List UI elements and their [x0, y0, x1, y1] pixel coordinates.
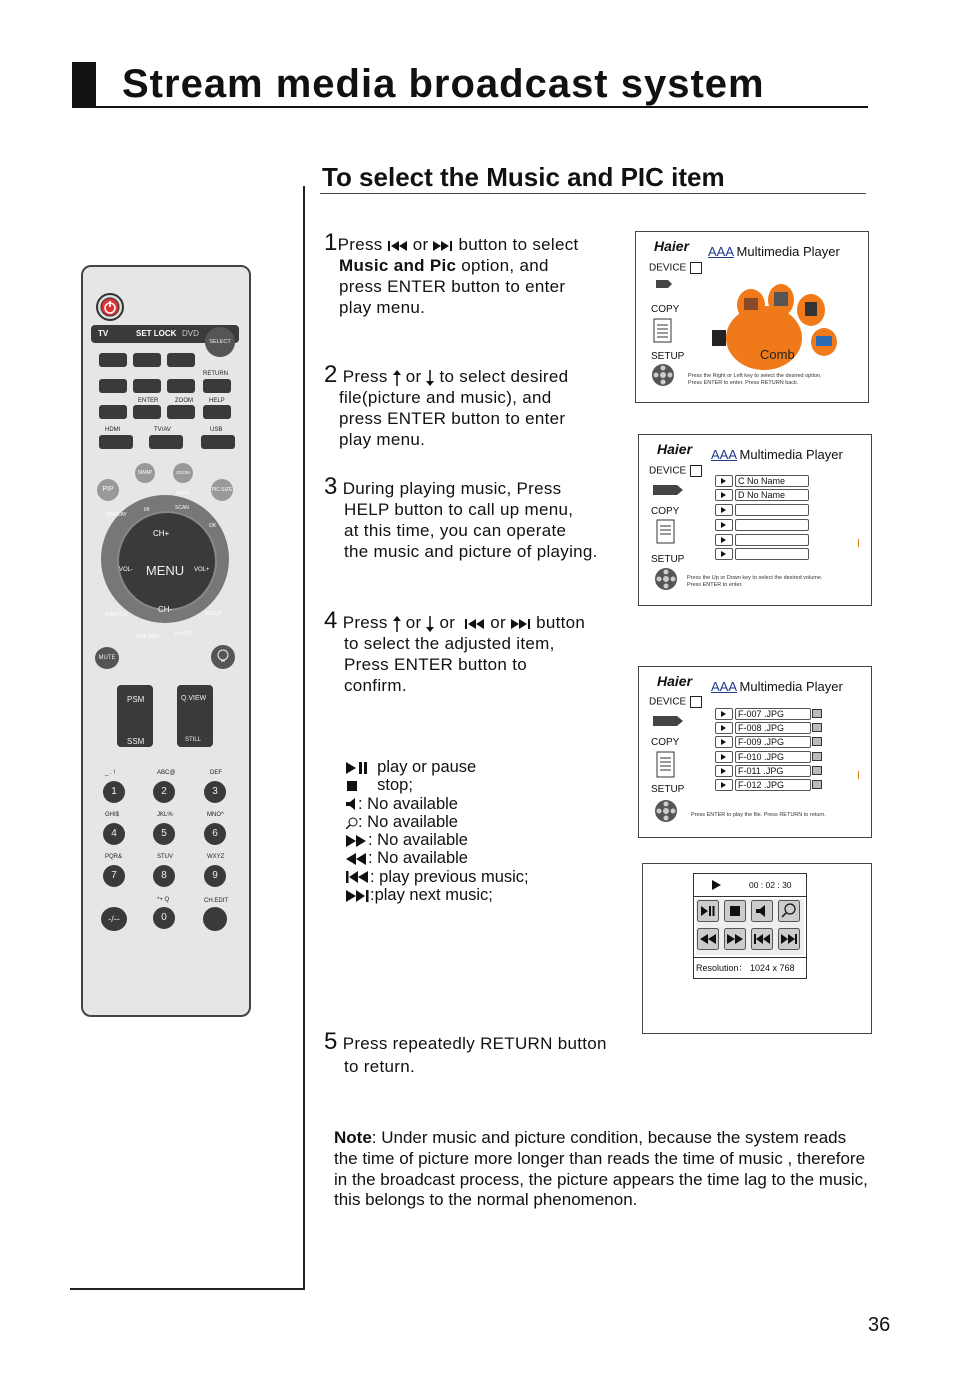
play-icon — [715, 489, 733, 501]
key-letters: ABC@ — [157, 770, 176, 776]
swap-button[interactable]: SWAP — [135, 463, 155, 483]
setup-label: SETUP — [651, 351, 685, 362]
zoom-button[interactable] — [778, 900, 800, 922]
digit-key[interactable]: 5 — [153, 823, 175, 845]
hint-text: Press ENTER to enter. — [687, 582, 743, 588]
remote-button[interactable] — [167, 353, 195, 367]
player-title: Multimedia Player — [739, 447, 843, 462]
image-icon — [812, 752, 822, 761]
time-skip-label: TIME SKIP — [135, 634, 160, 640]
copy-label: COPY — [651, 506, 680, 517]
play-icon — [715, 534, 733, 546]
brand-logo — [657, 441, 692, 457]
shuttle-label: SHUTTLE — [105, 612, 128, 618]
vol-up-label[interactable]: VOL+ — [194, 567, 210, 573]
header-bar — [72, 62, 96, 108]
next-track-icon — [346, 890, 370, 902]
prev-track-icon — [346, 871, 370, 883]
ch-edit-label: CH.EDIT — [204, 898, 228, 904]
fast-forward-button[interactable] — [724, 928, 746, 950]
step-text: During playing music, Press — [342, 479, 562, 498]
zoom-button[interactable] — [167, 405, 195, 419]
document-icon — [656, 751, 676, 779]
digit-key[interactable]: 2 — [153, 781, 175, 803]
document-icon — [653, 318, 673, 344]
file-name: F-008 .JPG — [735, 722, 811, 734]
legend-item — [346, 868, 626, 886]
checkbox-icon — [690, 262, 702, 274]
elapsed-time: 00 : 02 : 30 — [749, 880, 792, 890]
key-letters: STUV — [157, 854, 174, 860]
prev-track-icon — [465, 618, 485, 630]
legend-text: : No available — [368, 849, 468, 868]
checkbox-icon — [690, 465, 702, 477]
play-icon — [715, 475, 733, 487]
step-bold-text: Music and Pic — [339, 256, 457, 275]
page-number: 36 — [868, 1314, 891, 1336]
scroll-mark — [858, 771, 859, 779]
display-label: DISPLAY — [106, 512, 127, 518]
digit-key[interactable]: 3 — [204, 781, 226, 803]
next-track-icon — [433, 240, 453, 252]
hint-text: Press ENTER to enter. Press RETURN back. — [688, 380, 799, 386]
play-icon — [712, 880, 722, 890]
screen-header — [711, 447, 843, 462]
zoom-label: ZOOM — [175, 398, 193, 404]
legend-item — [346, 831, 626, 849]
remote-button[interactable] — [133, 353, 161, 367]
step-text: press ENTER button to enter — [339, 409, 566, 428]
zoom-mode-button[interactable]: ZOOM MODE — [173, 463, 193, 483]
checkbox-icon — [690, 696, 702, 708]
image-icon — [812, 709, 822, 718]
hint-text: Press ENTER to play the file. Press RETURN to return. — [691, 812, 826, 818]
stop-button[interactable] — [724, 900, 746, 922]
ssm-label: SSM — [127, 737, 145, 746]
usb-button[interactable] — [201, 435, 235, 449]
legend-text: : No available — [358, 794, 458, 813]
pic-size-button[interactable]: PIC.SIZE — [211, 479, 233, 501]
zoom-icon — [346, 817, 358, 829]
document-icon — [656, 519, 676, 545]
item-label: C No Name — [735, 475, 809, 487]
legend-text: :play next music; — [370, 886, 493, 905]
tvav-label: TV/AV — [154, 427, 171, 433]
help-label: HELP — [209, 398, 225, 404]
digit-key[interactable]: 7 — [103, 865, 125, 887]
play-icon — [715, 722, 733, 734]
step-text: press ENTER button to enter — [339, 277, 566, 296]
digit-key[interactable]: 9 — [204, 865, 226, 887]
section-title: To select the Music and PIC item — [322, 162, 725, 192]
key-letters: MNO^ — [207, 812, 224, 818]
step-text: Press — [342, 367, 388, 386]
header-rule — [72, 106, 868, 108]
prev-track-icon — [388, 240, 408, 252]
brand-text: Haier — [657, 441, 693, 457]
rewind-icon — [346, 853, 368, 865]
next-track-button[interactable] — [778, 928, 800, 950]
note-text: : Under music and picture condition, because the system reads the time of picture more longer than reads the time of music , therefore in the broadcast process, the picture appears the time lag to the music, this belongs to the normal phenomenon. — [334, 1128, 868, 1210]
section-rule — [320, 193, 866, 194]
film-reel-icon — [654, 799, 678, 823]
ch-down-label[interactable]: CH- — [158, 605, 173, 614]
scroll-mark — [858, 539, 859, 547]
step-text: play menu. — [339, 298, 426, 317]
aaa-text: AAA — [711, 679, 738, 694]
usb-icon — [651, 710, 685, 732]
power-button[interactable] — [96, 293, 124, 321]
file-name: F-007 .JPG — [735, 708, 811, 720]
item-label — [735, 534, 809, 546]
control-panel — [693, 873, 807, 979]
key-letters: _ . ! — [105, 770, 116, 776]
select-button[interactable]: SELECT — [205, 327, 235, 357]
ok-label: OK — [209, 523, 217, 529]
step-text: Press — [337, 235, 383, 254]
play-icon — [715, 751, 733, 763]
psm-label: PSM — [127, 695, 145, 704]
dvd-mode-label[interactable]: DVD — [182, 329, 199, 338]
divider — [694, 957, 806, 958]
setlock-label[interactable]: SET LOCK — [136, 329, 177, 338]
note — [334, 1128, 874, 1211]
speaker-button[interactable] — [751, 900, 773, 922]
screen-device-list — [638, 434, 872, 606]
device-label — [649, 262, 702, 274]
device-text: DEVICE — [649, 262, 687, 274]
play-icon — [715, 779, 733, 791]
enter-button[interactable] — [133, 405, 161, 419]
screen-main-menu — [635, 231, 869, 403]
file-name: F-012 .JPG — [735, 779, 811, 791]
legend-text: play or pause — [377, 758, 477, 776]
speaker-icon — [346, 798, 358, 810]
step-number: 3 — [324, 473, 338, 500]
screen-playback-panel — [642, 863, 872, 1034]
brand-logo — [657, 673, 692, 689]
step-text: the music and picture of playing. — [344, 542, 598, 561]
step-text: Press — [342, 613, 388, 632]
play-icon — [715, 519, 733, 531]
tvav-button[interactable] — [149, 435, 183, 449]
step-2 — [324, 361, 644, 450]
legend-text: : play previous music; — [370, 867, 529, 886]
light-button[interactable] — [211, 645, 235, 669]
digit-key[interactable]: 8 — [153, 865, 175, 887]
step-text: to select the adjusted item, — [344, 634, 555, 653]
brand-text: Haier — [654, 238, 690, 254]
hdmi-button[interactable] — [99, 435, 133, 449]
copy-label: COPY — [651, 304, 680, 315]
play-pause-button[interactable] — [697, 900, 719, 922]
aaa-text: AAA — [711, 447, 738, 462]
down-arrow-icon — [426, 616, 434, 632]
step-number: 5 — [324, 1028, 338, 1055]
remote-button[interactable] — [99, 353, 127, 367]
legend-item — [346, 886, 626, 904]
step-text: confirm. — [344, 676, 407, 695]
menu-button[interactable]: MENU — [141, 553, 189, 589]
next-track-icon — [511, 618, 531, 630]
legend-item — [346, 758, 626, 776]
step-number: 1 — [324, 229, 338, 256]
still-label: STILL — [185, 737, 202, 743]
step-text: option, and — [461, 256, 549, 275]
audio-label: I/II — [144, 507, 150, 513]
key-letters: PQR& — [105, 854, 123, 860]
rewind-button[interactable] — [697, 928, 719, 950]
item-label: D No Name — [735, 489, 809, 501]
digit-key[interactable]: 0 — [153, 907, 175, 929]
key-letters: JKL% — [157, 812, 173, 818]
brand-logo — [654, 238, 689, 254]
item-label — [735, 548, 809, 560]
digit-key[interactable]: 4 — [103, 823, 125, 845]
play-icon — [715, 708, 733, 720]
legend-item — [346, 795, 626, 813]
prev-track-button[interactable] — [751, 928, 773, 950]
or-text: or — [405, 613, 422, 632]
copy-label: COPY — [651, 737, 680, 748]
bulb-icon — [211, 645, 235, 669]
hint-text: Press the Right or Left key to select the desired option. — [688, 373, 822, 379]
return-label: RETURN — [203, 371, 228, 377]
key-letters: WXYZ — [207, 854, 225, 860]
step-text: play menu. — [339, 430, 426, 449]
step-1 — [324, 229, 644, 318]
remote-button[interactable] — [133, 379, 161, 393]
power-icon — [98, 295, 122, 319]
setup-label: SETUP — [651, 554, 685, 565]
enter-label: ENTER — [138, 398, 159, 404]
device-text: DEVICE — [649, 465, 687, 477]
film-reel-icon — [654, 567, 678, 591]
step-text: to return. — [344, 1057, 416, 1076]
image-icon — [812, 723, 822, 732]
brand-text: Haier — [657, 673, 693, 689]
step-4 — [324, 607, 644, 696]
file-name: F-009 .JPG — [735, 736, 811, 748]
setup-label: SETUP — [651, 784, 685, 795]
dash-key[interactable]: -/-- — [101, 907, 127, 931]
device-label — [649, 696, 702, 708]
comb-label: Comb — [760, 347, 795, 362]
sleep-label: SLEEP — [205, 611, 222, 617]
key-letters: *+ Q — [157, 897, 170, 903]
qview-label: Q.VIEW — [181, 695, 207, 702]
step-3 — [324, 473, 644, 562]
file-name: F-011 .JPG — [735, 765, 811, 777]
icon-legend — [346, 758, 626, 904]
tv-mode-label[interactable]: TV — [98, 329, 109, 338]
device-text: DEVICE — [649, 696, 687, 708]
hdmi-label: HDMI — [105, 427, 121, 433]
step-number: 2 — [324, 361, 338, 388]
up-arrow-icon — [393, 616, 401, 632]
usb-icon — [654, 276, 674, 292]
item-label — [735, 504, 809, 516]
image-icon — [812, 737, 822, 746]
item-label — [735, 519, 809, 531]
player-title: Multimedia Player — [736, 244, 840, 259]
down-arrow-icon — [426, 370, 434, 386]
play-icon — [715, 736, 733, 748]
file-name: F-010 .JPG — [735, 751, 811, 763]
pip-button[interactable]: PIP — [97, 479, 119, 501]
resolution-text: Resolution： 1024 x 768 — [696, 963, 795, 973]
hlock-label: H.LOCK — [175, 631, 194, 637]
image-icon — [812, 766, 822, 775]
step-text: button — [536, 613, 586, 632]
device-label — [649, 465, 702, 477]
fast-forward-icon — [346, 835, 368, 847]
hint-text: Press the Up or Down key to select the desired volume. — [687, 575, 823, 581]
legend-item — [346, 776, 626, 794]
scan-label: SCAN — [175, 505, 189, 511]
vertical-divider — [303, 186, 305, 1290]
mute-button[interactable]: MUTE — [95, 647, 119, 669]
step-text: file(picture and music), and — [339, 388, 552, 407]
divider — [694, 896, 806, 897]
bottom-divider — [70, 1288, 305, 1290]
play-pause-icon — [346, 762, 368, 774]
aaa-text: AAA — [708, 244, 735, 259]
ch-up-label[interactable]: CH+ — [153, 529, 170, 538]
screen-header — [708, 244, 840, 259]
step-text: at this time, you can operate — [344, 521, 567, 540]
legend-text: stop; — [377, 776, 413, 795]
remote-button[interactable] — [167, 379, 195, 393]
step-5 — [324, 1030, 664, 1078]
or-text: or — [439, 613, 456, 632]
play-icon — [715, 765, 733, 777]
vol-down-label[interactable]: VOL- — [119, 567, 134, 573]
player-title: Multimedia Player — [739, 679, 843, 694]
step-text: button to select — [458, 235, 579, 254]
or-text: or — [405, 367, 422, 386]
legend-item — [346, 849, 626, 867]
play-icon — [715, 548, 733, 560]
film-reel-icon — [651, 363, 675, 387]
or-text: or — [412, 235, 429, 254]
legend-item — [346, 813, 626, 831]
remote-button[interactable] — [99, 379, 127, 393]
step-text: Press repeatedly RETURN button — [342, 1034, 607, 1053]
image-icon — [812, 780, 822, 789]
key-letters: DEF — [210, 770, 222, 776]
key-letters: GHI$ — [105, 812, 120, 818]
step-text: to select desired — [439, 367, 569, 386]
usb-icon — [651, 479, 685, 501]
stop-icon — [346, 780, 368, 792]
screen-file-list — [638, 666, 872, 838]
pause-button[interactable] — [99, 405, 127, 419]
remote-control — [81, 265, 251, 1017]
step-text: HELP button to call up menu, — [344, 500, 574, 519]
ch-edit-button[interactable] — [203, 907, 227, 931]
page-title: Stream media broadcast system — [122, 62, 765, 106]
legend-text: : No available — [368, 831, 468, 850]
digit-key[interactable]: 6 — [204, 823, 226, 845]
help-button[interactable] — [203, 405, 231, 419]
up-arrow-icon — [393, 370, 401, 386]
digit-key[interactable]: 1 — [103, 781, 125, 803]
step-number: 4 — [324, 607, 338, 634]
return-button[interactable] — [203, 379, 231, 393]
screen-header — [711, 679, 843, 694]
play-icon — [715, 504, 733, 516]
usb-label: USB — [210, 427, 223, 433]
legend-text: : No available — [358, 812, 458, 831]
or-text: or — [490, 613, 507, 632]
note-label: Note — [334, 1128, 372, 1147]
step-text: Press ENTER button to — [344, 655, 527, 674]
